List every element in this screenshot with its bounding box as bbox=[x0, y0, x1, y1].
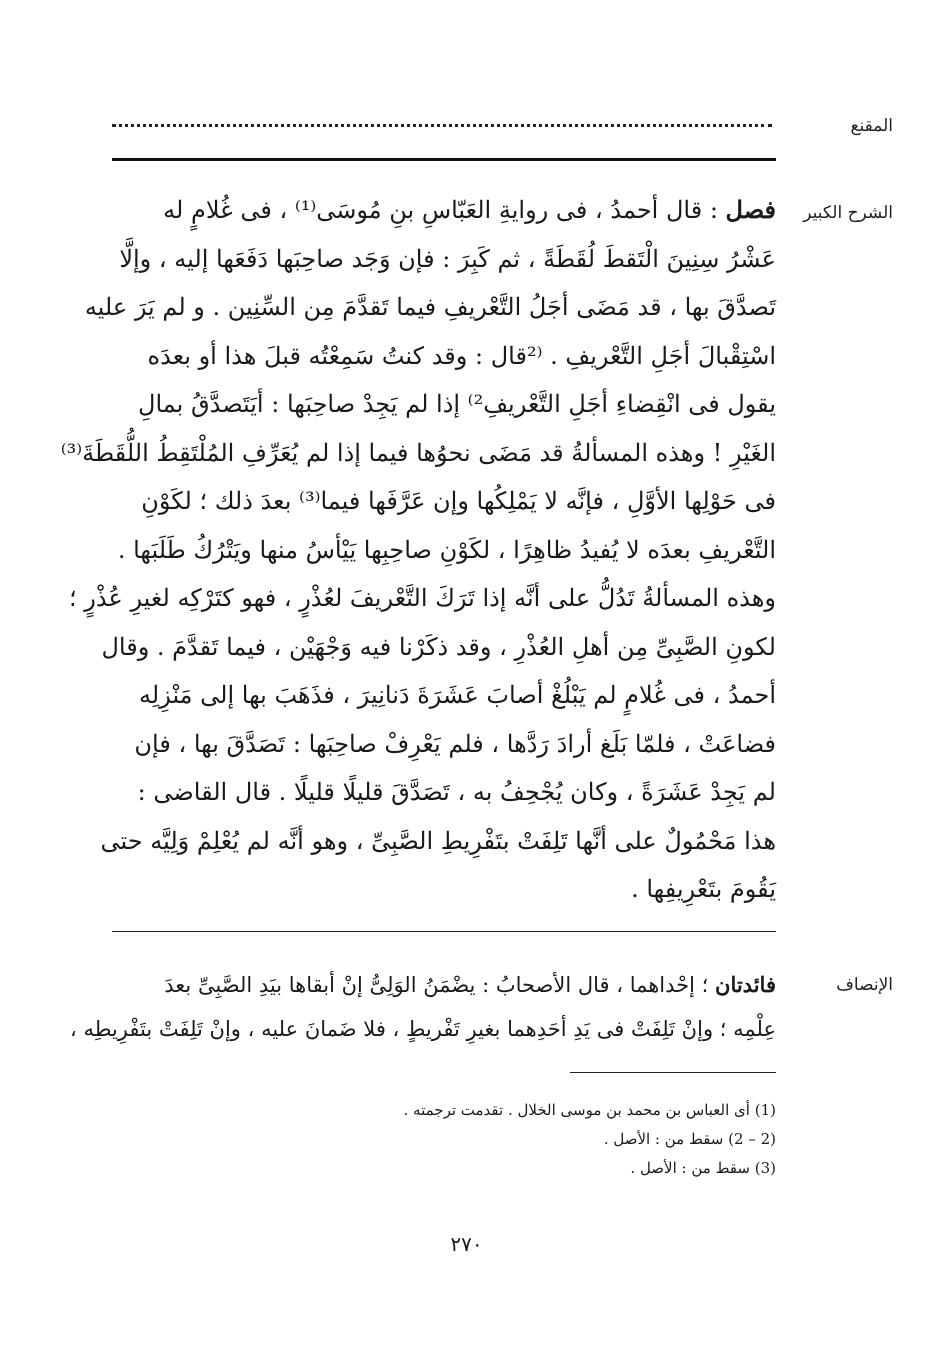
text-line bbox=[101, 623, 776, 672]
text-line bbox=[69, 574, 776, 623]
line-text: لم يَجِدْ عَشَرَةً ، وكان يُجْحِفُ به ، تَصَدَّقَ قليلًا قليلًا . قال القاضى : bbox=[137, 778, 776, 806]
section-divider bbox=[112, 931, 776, 932]
insaf-text bbox=[69, 963, 776, 1051]
margin-label-sharh: الشرح الكبير bbox=[803, 203, 893, 223]
margin-label-insaf: الإنصاف bbox=[836, 975, 893, 995]
line-text: وهذه المسألةُ تَدُلُّ على أنَّه إذا تَرَكَ التَّعْريفَ لعُذْرٍ ، فهو كتَرْكِه لغيرِ عُذْرٍ ؛ bbox=[69, 584, 776, 612]
footnote: (2 – 2) سقط من : الأصل . bbox=[603, 1130, 776, 1148]
line-text: فى حَوْلِها الأوَّلِ ، فإنَّه لا يَمْلِكُها وإن عَرَّفَها فيما⁽³⁾ بعدَ ذلك ؛ لكَوْنِ bbox=[141, 487, 776, 515]
line-text: لكونِ الصَّبِىِّ مِن أهلِ العُذْرِ ، وقد ذكَرْنا فيه وَجْهَيْن ، فيما تَقدَّمَ . وقال bbox=[101, 632, 776, 661]
text-line bbox=[112, 186, 776, 235]
text-line bbox=[112, 671, 776, 720]
text-line bbox=[112, 720, 776, 769]
header-section-label: المقنع bbox=[850, 116, 893, 136]
lead-word: فصل bbox=[725, 195, 776, 224]
line-text: : قال أحمدُ ، فى روايةِ العَبّاسِ بنِ مُوسَى⁽¹⁾ ، فى غُلامٍ له bbox=[163, 196, 726, 224]
text-line bbox=[112, 865, 776, 914]
text-line bbox=[112, 332, 776, 381]
footnote-divider bbox=[570, 1072, 776, 1073]
header-rule bbox=[112, 158, 776, 161]
line-text: يَقُومَ بتَعْرِيفِها . bbox=[631, 875, 776, 903]
line-text: اسْتِقْبالَ أجَلِ التَّعْريفِ . ⁽²قال : وقد كنتُ سَمِعْتُه قبلَ هذا أو بعدَه bbox=[147, 341, 776, 370]
line-text: هذا مَحْمُولٌ على أنَّها تَلِفَتْ بتَفْرِيطِ الصَّبِىِّ ، وهو أنَّه لم يُعْلِمْ وَلِيَّه حتى bbox=[100, 826, 776, 855]
lead-word: فائدتان bbox=[715, 972, 776, 997]
line-text: تَصدَّقَ بها ، قد مَضَى أجَلُ التَّعْريفِ فيما تَقدَّمَ مِن السِّنِين . و لم يَرَ عليه bbox=[84, 293, 776, 321]
text-line bbox=[112, 477, 776, 526]
line-text: عِلْمِه ؛ وإنْ تَلِفَتْ فى يَدِ أحَدِهما بغيرِ تَفْريطٍ ، فلا ضَمانَ عليه ، وإنْ تَلِفَتْ بتَفْرِيطِه ، bbox=[69, 1017, 776, 1041]
footnotes bbox=[112, 1096, 776, 1183]
page-number: ٢٧٠ bbox=[450, 1232, 483, 1256]
text-line bbox=[112, 380, 776, 429]
text-line bbox=[112, 768, 776, 817]
line-text: التَّعْريفِ بعدَه لا يُفيدُ ظاهِرًا ، لكَوْنِ صاحِبِها يَيْأسُ منها ويَتْرُكُ طَلَبَها . bbox=[117, 535, 776, 564]
text-line bbox=[112, 526, 776, 575]
line-text: أحمدُ ، فى غُلامٍ لم يَبْلُغْ أصابَ عَشَرَةَ دَنانِيرَ ، فذَهَبَ بها إلى مَنْزِلِه bbox=[139, 681, 776, 709]
text-line bbox=[69, 1007, 776, 1051]
text-line bbox=[84, 283, 776, 332]
text-line bbox=[100, 817, 776, 866]
text-line bbox=[60, 429, 776, 478]
line-text: ؛ إحْداهما ، قال الأصحابُ : يضْمَنُ الوَلِىُّ إنْ أبقاها بيَدِ الصَّبِىِّ بعدَ bbox=[164, 973, 716, 997]
main-commentary-text bbox=[60, 186, 776, 914]
footnote: (1) أى العباس بن محمد بن موسى الخلال . تقدمت ترجمته . bbox=[403, 1101, 776, 1119]
text-line bbox=[112, 963, 776, 1007]
footnote: (3) سقط من : الأصل . bbox=[630, 1159, 776, 1177]
line-text: الغَيْرِ ! وهذه المسألةُ قد مَضَى نحوُها فيما إذا لم يُعَرِّفِ المُلْتَقِطُ اللُّقَطَةَ⁽³⁾ bbox=[60, 438, 776, 467]
line-text: عَشْرُ سِنِينَ الْتَقطَ لُقَطَةً ، ثم كَبِرَ : فإن وَجَد صاحِبَها دَفَعَها إليه ، وإلَّا bbox=[119, 244, 776, 273]
header-dotted-rule bbox=[112, 118, 772, 127]
line-text: يقول فى انْقِضاءِ أجَلِ التَّعْريفِ²⁾ إذا لم يَجِدْ صاحِبَها : أيَتَصدَّقُ بمالِ bbox=[138, 390, 776, 418]
text-line bbox=[112, 235, 776, 284]
line-text: فضاعَتْ ، فلمّا بَلَغ أرادَ رَدَّها ، فلم يَعْرِفْ صاحِبَها : تَصَدَّقَ بها ، فإن bbox=[134, 729, 776, 758]
